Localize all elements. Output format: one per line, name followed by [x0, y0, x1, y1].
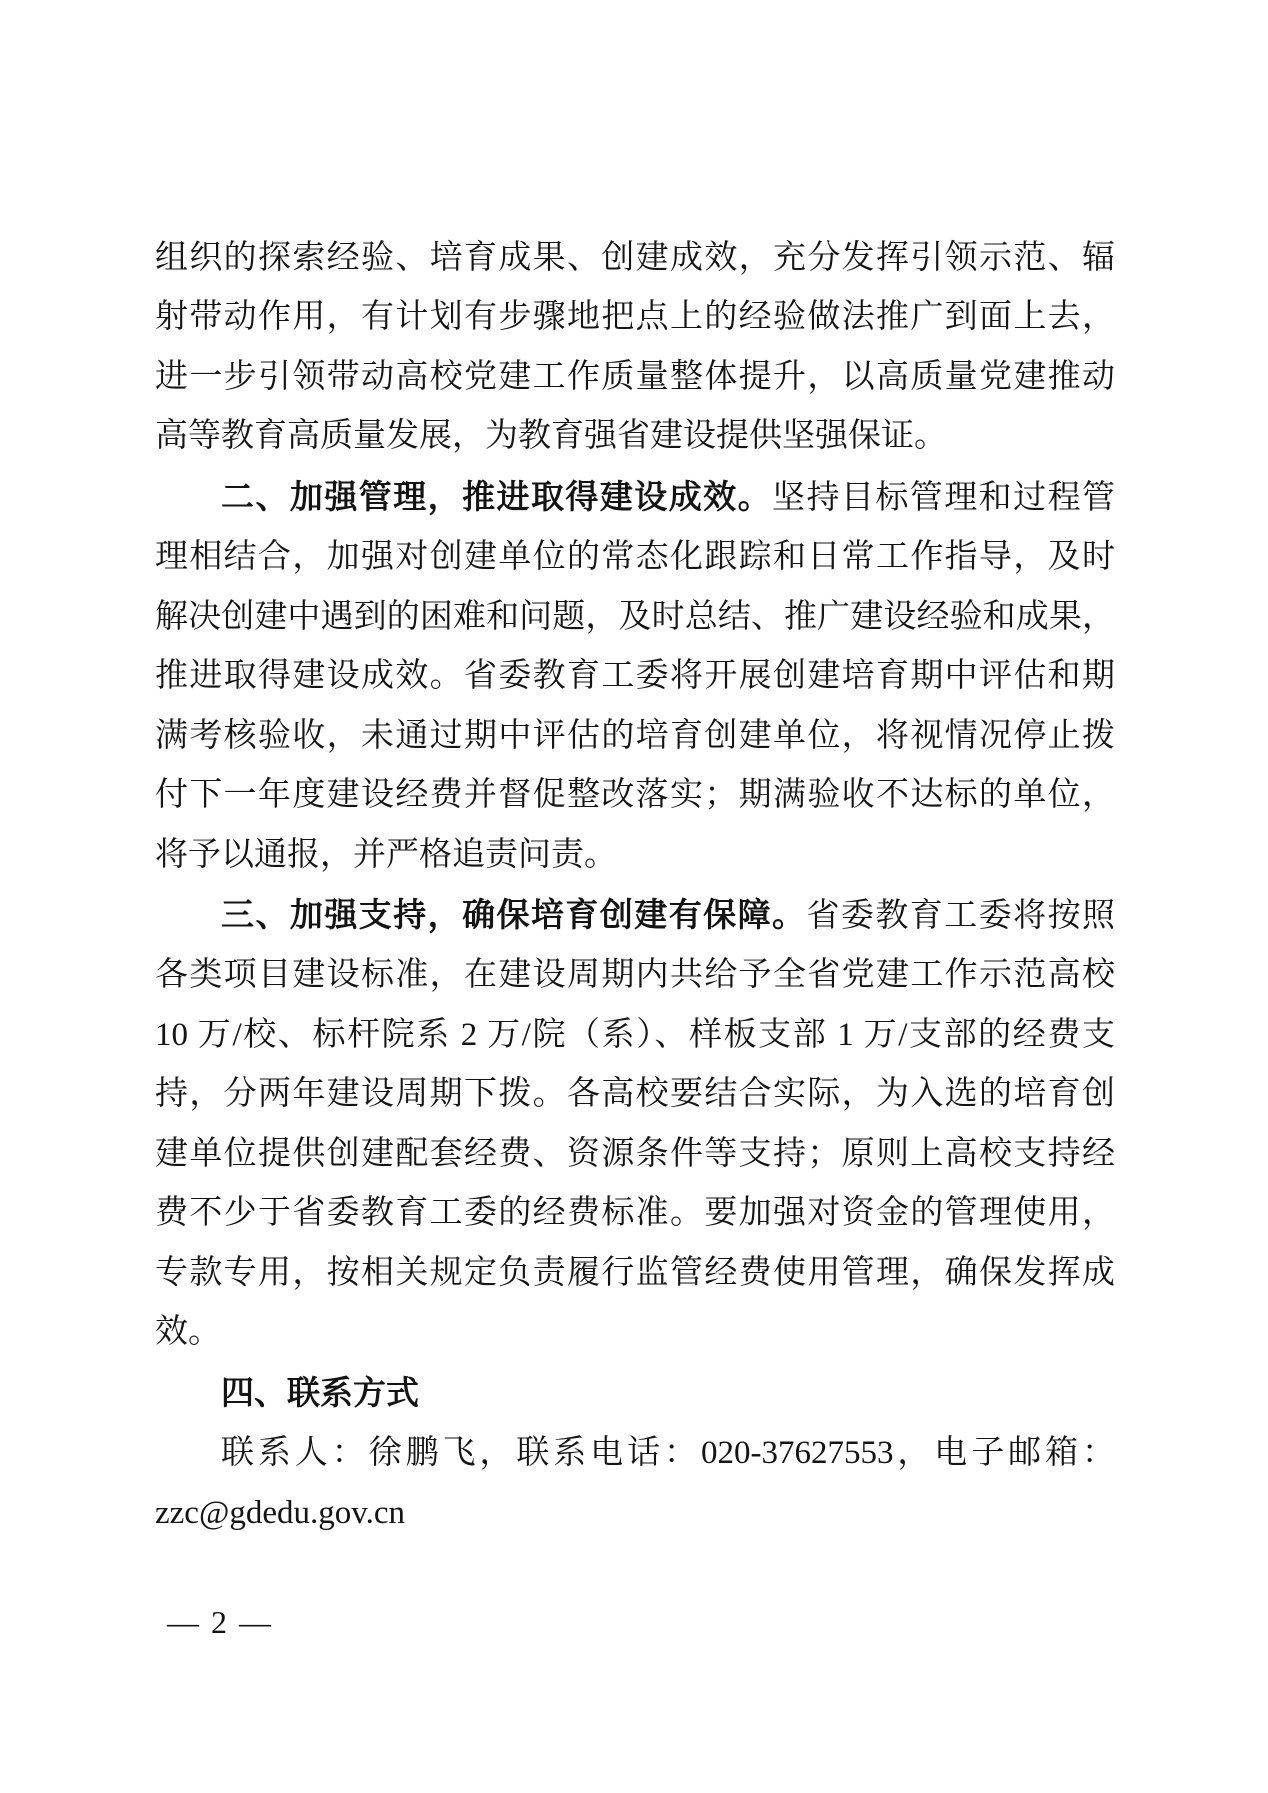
page-number: — 2 —	[167, 1604, 273, 1640]
text-line	[155, 1006, 1115, 1065]
text-line	[155, 467, 1115, 528]
text-line	[155, 707, 1115, 766]
body-text: 将予以通报，并严格追责问责。	[155, 836, 617, 873]
paragraph	[155, 1363, 1115, 1424]
paragraph	[155, 1424, 1115, 1543]
body-text: zzc@gdedu.gov.cn	[155, 1494, 405, 1531]
document-body	[155, 229, 1115, 1543]
body-text: 射带动作用，有计划有步骤地把点上的经验做法推广到面上去，	[155, 299, 1115, 336]
body-text: 推进取得建设成效。省委教育工委将开展创建培育期中评估和期	[155, 658, 1115, 695]
paragraph	[155, 885, 1115, 1363]
text-line	[155, 1303, 1115, 1362]
body-text: 高等教育高质量发展，为教育强省建设提供坚强保证。	[155, 418, 947, 455]
text-line	[155, 1184, 1115, 1243]
body-text: 费不少于省委教育工委的经费标准。要加强对资金的管理使用，	[155, 1195, 1115, 1232]
text-line	[155, 407, 1115, 466]
text-line	[155, 588, 1115, 647]
text-line	[155, 885, 1115, 946]
text-line	[155, 288, 1115, 347]
text-line	[155, 946, 1115, 1005]
text-line	[155, 348, 1115, 407]
body-text: 付下一年度建设经费并督促整改落实；期满验收不达标的单位，	[155, 777, 1115, 814]
body-text: 进一步引领带动高校党建工作质量整体提升，以高质量党建推动	[155, 358, 1115, 395]
body-text: 效。	[155, 1314, 221, 1351]
text-line	[155, 1244, 1115, 1303]
body-text: 满考核验收，未通过期中评估的培育创建单位，将视情况停止拨	[155, 717, 1115, 754]
text-line	[155, 1484, 1115, 1543]
body-text: 组织的探索经验、培育成果、创建成效，充分发挥引领示范、辐	[155, 240, 1115, 276]
heading-text: 三、加强支持，确保培育创建有保障。	[221, 895, 807, 933]
text-line	[155, 528, 1115, 587]
body-text: 10 万/校、标杆院系 2 万/院（系）、样板支部 1 万/支部的经费支	[155, 1016, 1115, 1053]
body-text: 理相结合，加强对创建单位的常态化跟踪和日常工作指导，及时	[155, 539, 1115, 576]
text-line	[155, 1363, 1115, 1424]
text-line	[155, 647, 1115, 706]
body-text: 各类项目建设标准，在建设周期内共给予全省党建工作示范高校	[155, 957, 1115, 994]
body-text: 专款专用，按相关规定负责履行监管经费使用管理，确保发挥成	[155, 1254, 1115, 1291]
heading-text: 二、加强管理，推进取得建设成效。	[221, 477, 773, 515]
heading-text: 四、联系方式	[221, 1373, 419, 1411]
body-text: 解决创建中遇到的困难和问题，及时总结、推广建设经验和成果，	[155, 598, 1115, 635]
text-line	[155, 1424, 1115, 1483]
body-text: 坚持目标管理和过程管	[772, 479, 1115, 516]
body-text: 省委教育工委将按照	[806, 897, 1115, 934]
text-line	[155, 1125, 1115, 1184]
paragraph	[155, 467, 1115, 885]
text-line	[155, 1065, 1115, 1124]
text-line	[155, 766, 1115, 825]
body-text: 持，分两年建设周期下拨。各高校要结合实际，为入选的培育创	[155, 1076, 1115, 1113]
text-line	[155, 826, 1115, 885]
body-text: 建单位提供创建配套经费、资源条件等支持；原则上高校支持经	[155, 1135, 1115, 1172]
text-line	[155, 229, 1115, 288]
paragraph	[155, 229, 1115, 467]
body-text: 联系人：徐鹏飞，联系电话：020-37627553，电子邮箱：	[221, 1435, 1115, 1472]
